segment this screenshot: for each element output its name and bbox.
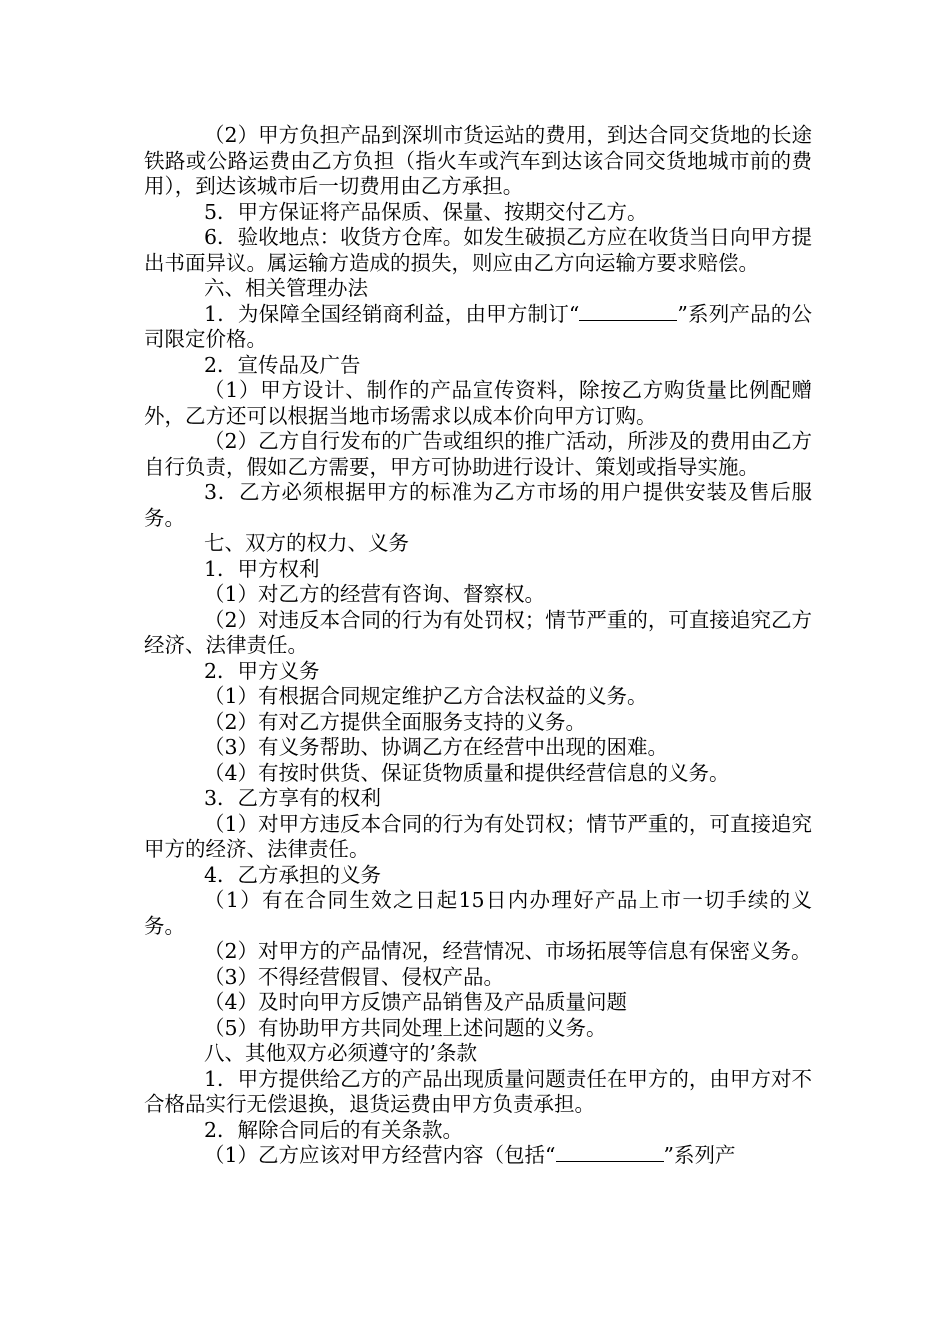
paragraph-b-duty-5: （5）有协助甲方共同处理上述问题的义务。	[204, 1015, 607, 1040]
paragraph-quality-return: 1．甲方提供给乙方的产品出现质量问题责任在甲方的，由甲方对不合格品实行无偿退换，退货运费由甲方负责承担。	[144, 1066, 812, 1116]
section-heading-management: 六、相关管理办法	[204, 276, 368, 300]
paragraph-a-right-2: （2）对违反本合同的行为有处罚权；情节严重的，可直接追究乙方经济、法律责任。	[144, 607, 812, 657]
paragraph-b-duty-4: （4）及时向甲方反馈产品销售及产品质量问题	[204, 990, 628, 1014]
section-heading-other-terms: 八、其他双方必须遵守的’条款	[204, 1041, 478, 1065]
paragraph-a-duty-1: （1）有根据合同规定维护乙方合法权益的义务。	[204, 684, 648, 708]
paragraph-promo-materials: （1）甲方设计、制作的产品宣传资料，除按乙方购货量比例配赠外，乙方还可以根据当地市场需求以成本价向甲方订购。	[144, 378, 812, 428]
paragraph-a-duty-3: （3）有义务帮助、协调乙方在经营中出现的困难。	[204, 735, 669, 759]
paragraph-a-duty-4: （4）有按时供货、保证货物质量和提供经营信息的义务。	[204, 760, 730, 785]
paragraph-after-sales: 3．乙方必须根据甲方的标准为乙方市场的用户提供安装及售后服务。	[144, 480, 812, 530]
fill-in-blank	[579, 302, 677, 321]
paragraph-party-b-rights: 3．乙方享有的权利	[204, 786, 382, 810]
fill-in-blank	[556, 1143, 664, 1162]
paragraph-termination-1: （1）乙方应该对甲方经营内容（包括“ ”系列产	[204, 1143, 736, 1167]
paragraph-termination-heading: 2．解除合同后的有关条款。	[204, 1117, 464, 1142]
paragraph-quality-guarantee: 5．甲方保证将产品保质、保量、按期交付乙方。	[204, 199, 648, 224]
paragraph-b-duty-2: （2）对甲方的产品情况，经营情况、市场拓展等信息有保密义务。	[204, 939, 812, 963]
paragraph-advertising-cost: （2）乙方自行发布的广告或组织的推广活动，所涉及的费用由乙方自行负责，假如乙方需要，甲方可协助进行设计、策划或指导实施。	[144, 429, 812, 479]
paragraph-promotion-heading: 2．宣传品及广告	[204, 352, 361, 377]
paragraph-freight-cost: （2）甲方负担产品到深圳市货运站的费用，到达合同交货地的长途铁路或公路运费由乙方负担（指火车或汽车到达该合同交货地城市前的费用），到达该城市后一切费用由乙方承担。	[144, 123, 812, 198]
paragraph-a-duty-2: （2）有对乙方提供全面服务支持的义务。	[204, 709, 587, 734]
paragraph-b-right-1: （1）对甲方违反本合同的行为有处罚权；情节严重的，可直接追究甲方的经济、法律责任。	[144, 811, 812, 861]
paragraph-b-duty-3: （3）不得经营假冒、侵权产品。	[204, 964, 505, 989]
paragraph-b-duty-1: （1）有在合同生效之日起15日内办理好产品上市一切手续的义务。	[144, 888, 812, 938]
section-heading-rights: 七、双方的权力、义务	[204, 531, 409, 555]
paragraph-party-a-rights: 1．甲方权利	[204, 556, 320, 581]
paragraph-inspection-location: 6．验收地点：收货方仓库。如发生破损乙方应在收货当日向甲方提出书面异议。属运输方造成的损失，则应由乙方向运输方要求赔偿。	[144, 225, 812, 275]
paragraph-price-limit: 1．为保障全国经销商利益，由甲方制订“ ”系列产品的公司限定价格。	[144, 301, 812, 351]
document-body	[144, 123, 812, 1169]
paragraph-party-b-duties: 4．乙方承担的义务	[204, 862, 382, 887]
paragraph-party-a-duties: 2．甲方义务	[204, 658, 320, 683]
paragraph-a-right-1: （1）对乙方的经营有咨询、督察权。	[204, 582, 546, 606]
